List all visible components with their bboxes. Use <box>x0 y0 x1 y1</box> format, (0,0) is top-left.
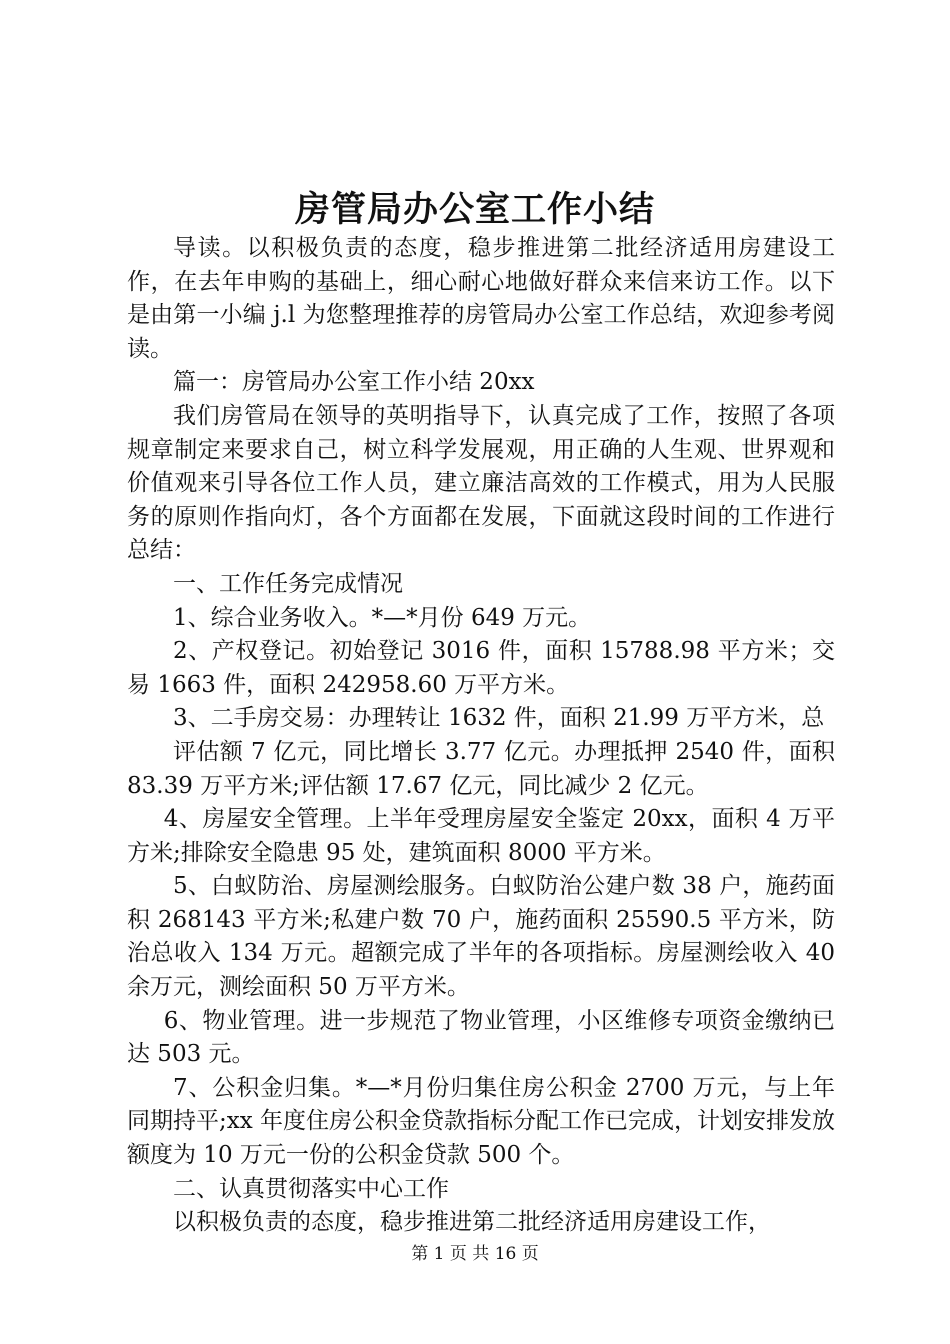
page-number-footer: 第 1 页 共 16 页 <box>411 1244 539 1264</box>
document-body <box>127 232 835 1240</box>
task-item-6: 6、物业管理。进一步规范了物业管理，小区维修专项资金缴纳已达 503 元。 <box>127 1007 835 1068</box>
section-heading-tasks: 一、工作任务完成情况 <box>173 570 403 597</box>
task-item-5: 5、白蚁防治、房屋测绘服务。白蚁防治公建户数 38 户，施药面积 268143 平方米;私建户数 70 户，施药面积 25590.5 平方米，防治总收入 134 万元。超额完成了半年的各项指标。房屋测绘收入 40 余万元，测绘面积 50 万平方米。 <box>127 873 835 1001</box>
task-item-3: 3、二手房交易：办理转让 1632 件，面积 21.99 万平方米，总 <box>173 705 825 732</box>
task-item-7: 7、公积金归集。*—*月份归集住房公积金 2700 万元，与上年同期持平;xx 年度住房公积金贷款指标分配工作已完成，计划安排发放额度为 10 万元一份的公积金贷款 500 个。 <box>127 1074 836 1169</box>
section-heading-part-one: 篇一：房管局办公室工作小结 20xx <box>173 369 535 396</box>
central-work-paragraph: 以积极负责的态度，稳步推进第二批经济适用房建设工作， <box>173 1209 771 1236</box>
task-item-2: 2、产权登记。初始登记 3016 件，面积 15788.98 平方米；交易 1663 件，面积 242958.60 万平方米。 <box>127 638 835 698</box>
document-title: 房管局办公室工作小结 <box>294 189 655 230</box>
task-item-4: 4、房屋安全管理。上半年受理房屋安全鉴定 20xx，面积 4 万平方米;排除安全隐患 95 处，建筑面积 8000 平方米。 <box>127 806 835 866</box>
task-item-3-continued: 评估额 7 亿元，同比增长 3.77 亿元。办理抵押 2540 件，面积 83.39 万平方米;评估额 17.67 亿元，同比减少 2 亿元。 <box>127 738 835 799</box>
task-item-1: 1、综合业务收入。*—*月份 649 万元。 <box>173 604 592 631</box>
summary-paragraph: 我们房管局在领导的英明指导下，认真完成了工作，按照了各项规章制定来要求自己，树立科学发展观，用正确的人生观、世界观和价值观来引导各位工作人员，建立廉洁高效的工作模式，用为人民服务的原则作指向灯，各个方面都在发展，下面就这段时间的工作进行总结： <box>127 402 835 564</box>
section-heading-central-work: 二、认真贯彻落实中心工作 <box>173 1175 449 1202</box>
intro-paragraph: 导读。以积极负责的态度，稳步推进第二批经济适用房建设工作，在去年申购的基础上，细心耐心地做好群众来信来访工作。以下是由第一小编 j.l 为您整理推荐的房管局办公室工作总结，欢迎参考阅读。 <box>127 235 835 362</box>
